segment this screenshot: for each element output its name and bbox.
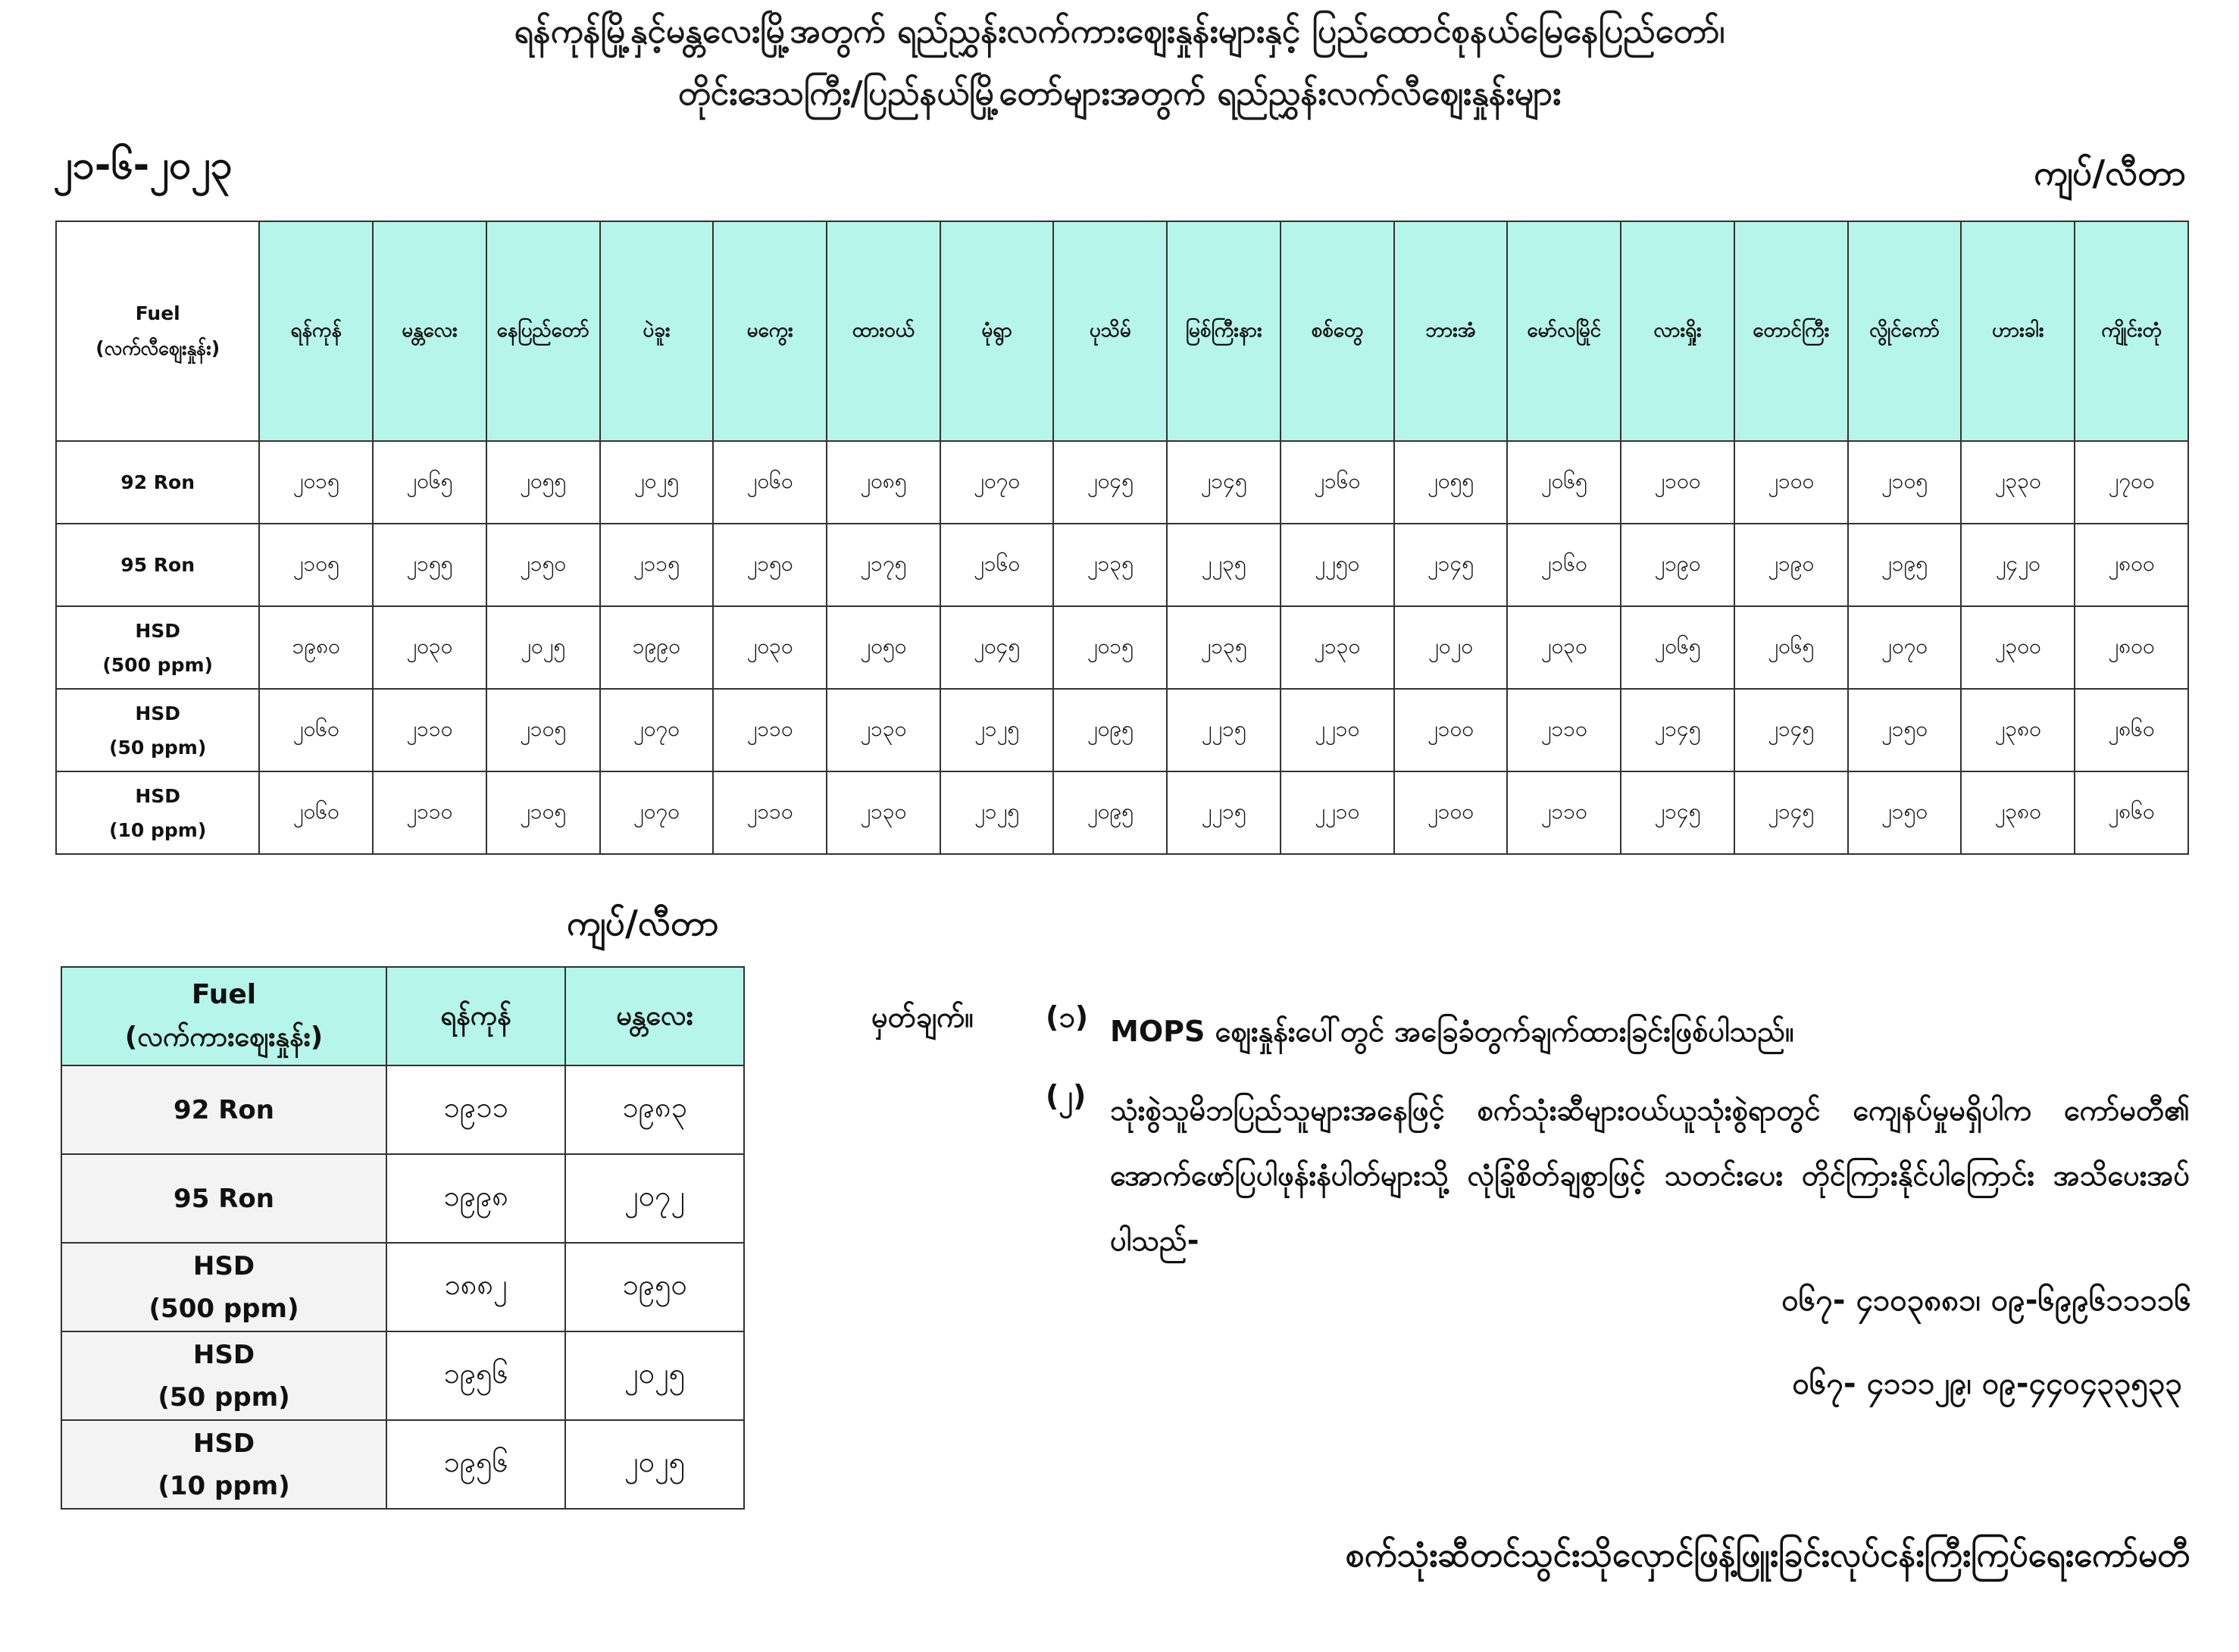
price-cell: ၂၇၀၀ [2075,441,2188,524]
wholesale-fuel-header-line2: (လက်ကားဈေးနှုန်း) [124,1022,324,1053]
city-header: နေပြည်တော် [486,221,600,441]
city-header: ဟားခါး [1961,221,2075,441]
city-header: မြစ်ကြီးနား [1167,221,1281,441]
price-cell: ၂၁၃၀ [827,689,940,771]
price-cell: ၂၁၀၅ [1848,441,1962,524]
wholesale-row [61,1331,744,1420]
fuel-type-text: (500 ppm) [102,653,213,676]
fuel-type-text: 92 Ron [174,1094,274,1125]
price-cell: ၂၀၆၅ [1507,441,1621,524]
wholesale-table-body [61,1065,744,1509]
fuel-type-label [56,689,259,771]
price-cell: ၂၁၃၀ [1281,606,1394,689]
retail-fuel-header-line1: Fuel [135,302,180,324]
city-header: ရန်ကုန် [259,221,373,441]
price-cell: ၂၀၁၅ [1053,606,1167,689]
wholesale-row [61,1154,744,1243]
fuel-type-label [61,1154,386,1243]
price-cell: ၂၀၆၀ [713,441,827,524]
price-cell: ၂၁၁၀ [1507,689,1621,771]
price-cell: ၂၁၆၀ [1507,524,1621,606]
retail-table-body [56,441,2188,854]
price-cell: ၂၁၄၅ [1621,771,1734,854]
note-text: သုံးစွဲသူမိဘပြည်သူများအနေဖြင့် စက်သုံးဆီများဝယ်ယူသုံးစွဲရာတွင် ကျေနပ်မှုမရှိပါက ကော်မတီ၏ အောက်ဖော်ပြပါဖုန်းနံပါတ်များသို့ လုံခြုံစိတ်ချစွာဖြင့် သတင်းပေး တိုင်ကြားနိုင်ပါကြောင်း အသိပေးအပ်ပါသည်- [1110,1094,2190,1257]
fuel-type-label [61,1065,386,1154]
price-cell: ၂၃၃၀ [1961,441,2075,524]
price-cell: ၂၁၀၅ [486,771,600,854]
city-header: စစ်တွေ [1281,221,1394,441]
price-cell: ၂၄၂၀ [1961,524,2075,606]
price-cell: ၂၀၃၀ [1507,606,1621,689]
retail-row [56,524,2188,606]
price-cell: ၂၁၅၀ [1848,771,1962,854]
city-header: မကွေး [713,221,827,441]
city-header: လားရှိုး [1621,221,1734,441]
price-cell: ၂၁၄၅ [1734,771,1848,854]
price-cell: ၂၀၇၀ [600,689,714,771]
phone-numbers-1: ၀၆၇- ၄၁၀၃၈၈၁၊ ၀၉-၆၉၉၆၁၁၁၁၆ [1781,1283,2191,1318]
city-header: ပုသိမ် [1053,221,1167,441]
fuel-type-text: 95 Ron [174,1183,274,1214]
wholesale-price-cell: ၁၉၅၀ [565,1243,744,1331]
price-cell: ၂၁၄၅ [1621,689,1734,771]
price-cell: ၂၀၆၀ [259,689,373,771]
unit-label-retail: ကျပ်/လီတာ [2034,152,2186,193]
price-cell: ၂၀၄၅ [1053,441,1167,524]
price-cell: ၂၀၆၅ [1621,606,1734,689]
fuel-type-text: HSD [135,702,180,724]
committee-signature: စက်သုံးဆီတင်သွင်းသိုလှောင်ဖြန့်ဖြူးခြင်းလုပ်ငန်းကြီးကြပ်ရေးကော်မတီ [1345,1536,2190,1575]
fuel-type-label [56,441,259,524]
price-cell: ၂၂၁၀ [1281,689,1394,771]
city-header: မော်လမြိုင် [1507,221,1621,441]
price-cell: ၂၀၆၅ [1734,606,1848,689]
price-cell: ၂၂၃၅ [1167,524,1281,606]
fuel-type-label [56,771,259,854]
price-cell: ၂၁၃၀ [827,771,940,854]
date-label: ၂၁-၆-၂၀၂၃ [53,142,233,188]
price-cell: ၂၁၀၀ [1394,771,1508,854]
fuel-type-label [61,1243,386,1331]
fuel-type-text: HSD [135,619,180,642]
price-cell: ၂၀၅၀ [827,606,940,689]
price-cell: ၂၁၁၅ [600,524,714,606]
wholesale-price-cell: ၂၀၂၅ [565,1420,744,1509]
wholesale-price-cell: ၁၉၈၃ [565,1065,744,1154]
title-line-1: ရန်ကုန်မြို့နှင့်မန္တလေးမြို့အတွက် ရည်ညွှန်းလက်ကားဈေးနှုန်းများနှင့် ပြည်ထောင်စုနယ်မြေနေပြည်တော်၊ [514,12,1725,51]
price-cell: ၂၁၅၀ [713,524,827,606]
retail-fuel-header [56,221,259,441]
price-cell: ၂၀၇၀ [1848,606,1962,689]
price-cell: ၂၀၁၅ [259,441,373,524]
price-cell: ၂၁၁၀ [713,771,827,854]
retail-row [56,771,2188,854]
price-cell: ၂၀၅၅ [486,441,600,524]
price-cell: ၂၁၇၅ [827,524,940,606]
wholesale-price-cell: ၁၉၁၁ [386,1065,565,1154]
city-header: လွိုင်ကော် [1848,221,1962,441]
price-cell: ၂၁၀၅ [259,524,373,606]
fuel-type-text: (50 ppm) [158,1381,290,1413]
retail-row [56,689,2188,771]
retail-fuel-header-line2: (လက်လီဈေးနှုန်း) [95,337,220,359]
price-cell: ၂၁၅၀ [486,524,600,606]
price-cell: ၂၈၆၀ [2075,689,2188,771]
fuel-type-text: (50 ppm) [109,736,207,759]
fuel-type-text: HSD [135,784,180,807]
retail-price-table [55,221,2189,855]
fuel-type-text: 92 Ron [120,471,195,493]
price-cell: ၂၀၅၅ [1394,441,1508,524]
price-cell: ၂၁၁၀ [373,689,486,771]
price-cell: ၂၀၃၀ [373,606,486,689]
city-header: ကျိုင်းတုံ [2075,221,2188,441]
price-cell: ၂၁၉၀ [1621,524,1734,606]
price-cell: ၂၀၂၅ [600,441,714,524]
price-cell: ၂၁၁၀ [713,689,827,771]
fuel-type-text: HSD [192,1428,255,1459]
note-number: (၂) [1046,1079,1087,1112]
retail-header-row [56,221,2188,441]
wholesale-price-cell: ၁၉၉၈ [386,1154,565,1243]
price-cell: ၂၂၁၅ [1167,689,1281,771]
wholesale-price-cell: ၂၀၂၅ [565,1331,744,1420]
phone-numbers-2: ၀၆၇- ၄၁၁၁၂၉၊ ၀၉-၄၄၀၄၃၃၅၃၃ [1792,1366,2182,1401]
city-header: ဘားအံ [1394,221,1508,441]
price-cell: ၂၁၉၀ [1734,524,1848,606]
price-cell: ၂၈၆၀ [2075,771,2188,854]
price-cell: ၂၃၈၀ [1961,771,2075,854]
fuel-type-label [61,1420,386,1509]
price-cell: ၂၈၀၀ [2075,606,2188,689]
price-cell: ၂၁၄၅ [1734,689,1848,771]
price-cell: ၂၀၉၅ [1053,689,1167,771]
price-cell: ၂၀၃၀ [713,606,827,689]
price-cell: ၂၂၅၀ [1281,524,1394,606]
price-cell: ၂၁၆၀ [1281,441,1394,524]
wholesale-price-cell: ၁၉၅၆ [386,1420,565,1509]
price-cell: ၂၁၅၀ [1848,689,1962,771]
price-cell: ၂၁၂၅ [940,689,1054,771]
unit-label-wholesale: ကျပ်/လီတာ [567,903,719,943]
note-text: MOPS ဈေးနှုန်းပေါ်တွင် အခြေခံတွက်ချက်ထားခြင်းဖြစ်ပါသည်။ [1110,1015,1794,1048]
price-cell: ၂၀၇၀ [940,441,1054,524]
retail-row [56,606,2188,689]
notes-label: မှတ်ချက်။ [871,1000,974,1034]
price-cell: ၂၀၄၅ [940,606,1054,689]
wholesale-price-cell: ၂၀၇၂ [565,1154,744,1243]
price-cell: ၂၁၃၅ [1053,524,1167,606]
price-cell: ၂၀၆၅ [373,441,486,524]
price-cell: ၂၀၈၅ [827,441,940,524]
fuel-type-text: HSD [192,1339,255,1370]
price-cell: ၂၁၀၀ [1394,689,1508,771]
price-cell: ၂၂၁၀ [1281,771,1394,854]
wholesale-col-yangon: ရန်ကုန် [386,967,565,1065]
price-cell: ၂၁၅၅ [373,524,486,606]
price-cell: ၂၁၁၀ [373,771,486,854]
price-cell: ၂၈၀၀ [2075,524,2188,606]
price-cell: ၂၁၂၅ [940,771,1054,854]
price-cell: ၂၁၀၅ [486,689,600,771]
price-cell: ၂၁၄၅ [1167,441,1281,524]
wholesale-price-cell: ၁၉၅၆ [386,1331,565,1420]
price-cell: ၂၁၀၀ [1734,441,1848,524]
price-cell: ၂၁၀၀ [1621,441,1734,524]
price-cell: ၁၉၉၀ [600,606,714,689]
price-cell: ၁၉၈၀ [259,606,373,689]
price-cell: ၂၁၉၅ [1848,524,1962,606]
wholesale-price-cell: ၁၈၈၂ [386,1243,565,1331]
wholesale-fuel-header [61,967,386,1065]
retail-row [56,441,2188,524]
wholesale-fuel-header-line1: Fuel [191,979,257,1010]
city-header: မုံရွာ [940,221,1054,441]
price-cell: ၂၃၈၀ [1961,689,2075,771]
wholesale-col-mandalay: မန္တလေး [565,967,744,1065]
price-cell: ၂၁၆၀ [940,524,1054,606]
city-header: ပဲခူး [600,221,714,441]
fuel-type-label [56,524,259,606]
fuel-type-text: 95 Ron [120,554,195,576]
price-cell: ၂၀၇၀ [600,771,714,854]
wholesale-price-table [61,966,745,1510]
price-cell: ၂၂၁၅ [1167,771,1281,854]
price-cell: ၂၁၁၀ [1507,771,1621,854]
fuel-type-text: (10 ppm) [158,1470,290,1501]
price-cell: ၂၀၂၅ [486,606,600,689]
wholesale-row [61,1243,744,1331]
title-line-2: တိုင်းဒေသကြီး/ပြည်နယ်မြို့တော်များအတွက် ရည်ညွှန်းလက်လီဈေးနှုန်းများ [677,74,1562,113]
city-header: ထားဝယ် [827,221,940,441]
fuel-type-label [61,1331,386,1420]
city-header: မန္တလေး [373,221,486,441]
wholesale-row [61,1420,744,1509]
fuel-type-text: HSD [192,1250,255,1281]
price-cell: ၂၀၆၀ [259,771,373,854]
wholesale-row [61,1065,744,1154]
price-cell: ၂၁၄၅ [1394,524,1508,606]
wholesale-header-row [61,967,744,1065]
fuel-type-text: (500 ppm) [149,1293,299,1324]
fuel-type-text: (10 ppm) [109,818,207,841]
note-number: (၁) [1046,1000,1089,1034]
price-cell: ၂၀၉၅ [1053,771,1167,854]
fuel-type-label [56,606,259,689]
price-cell: ၂၀၂၀ [1394,606,1508,689]
price-cell: ၂၁၃၅ [1167,606,1281,689]
city-header: တောင်ကြီး [1734,221,1848,441]
price-cell: ၂၃၀၀ [1961,606,2075,689]
